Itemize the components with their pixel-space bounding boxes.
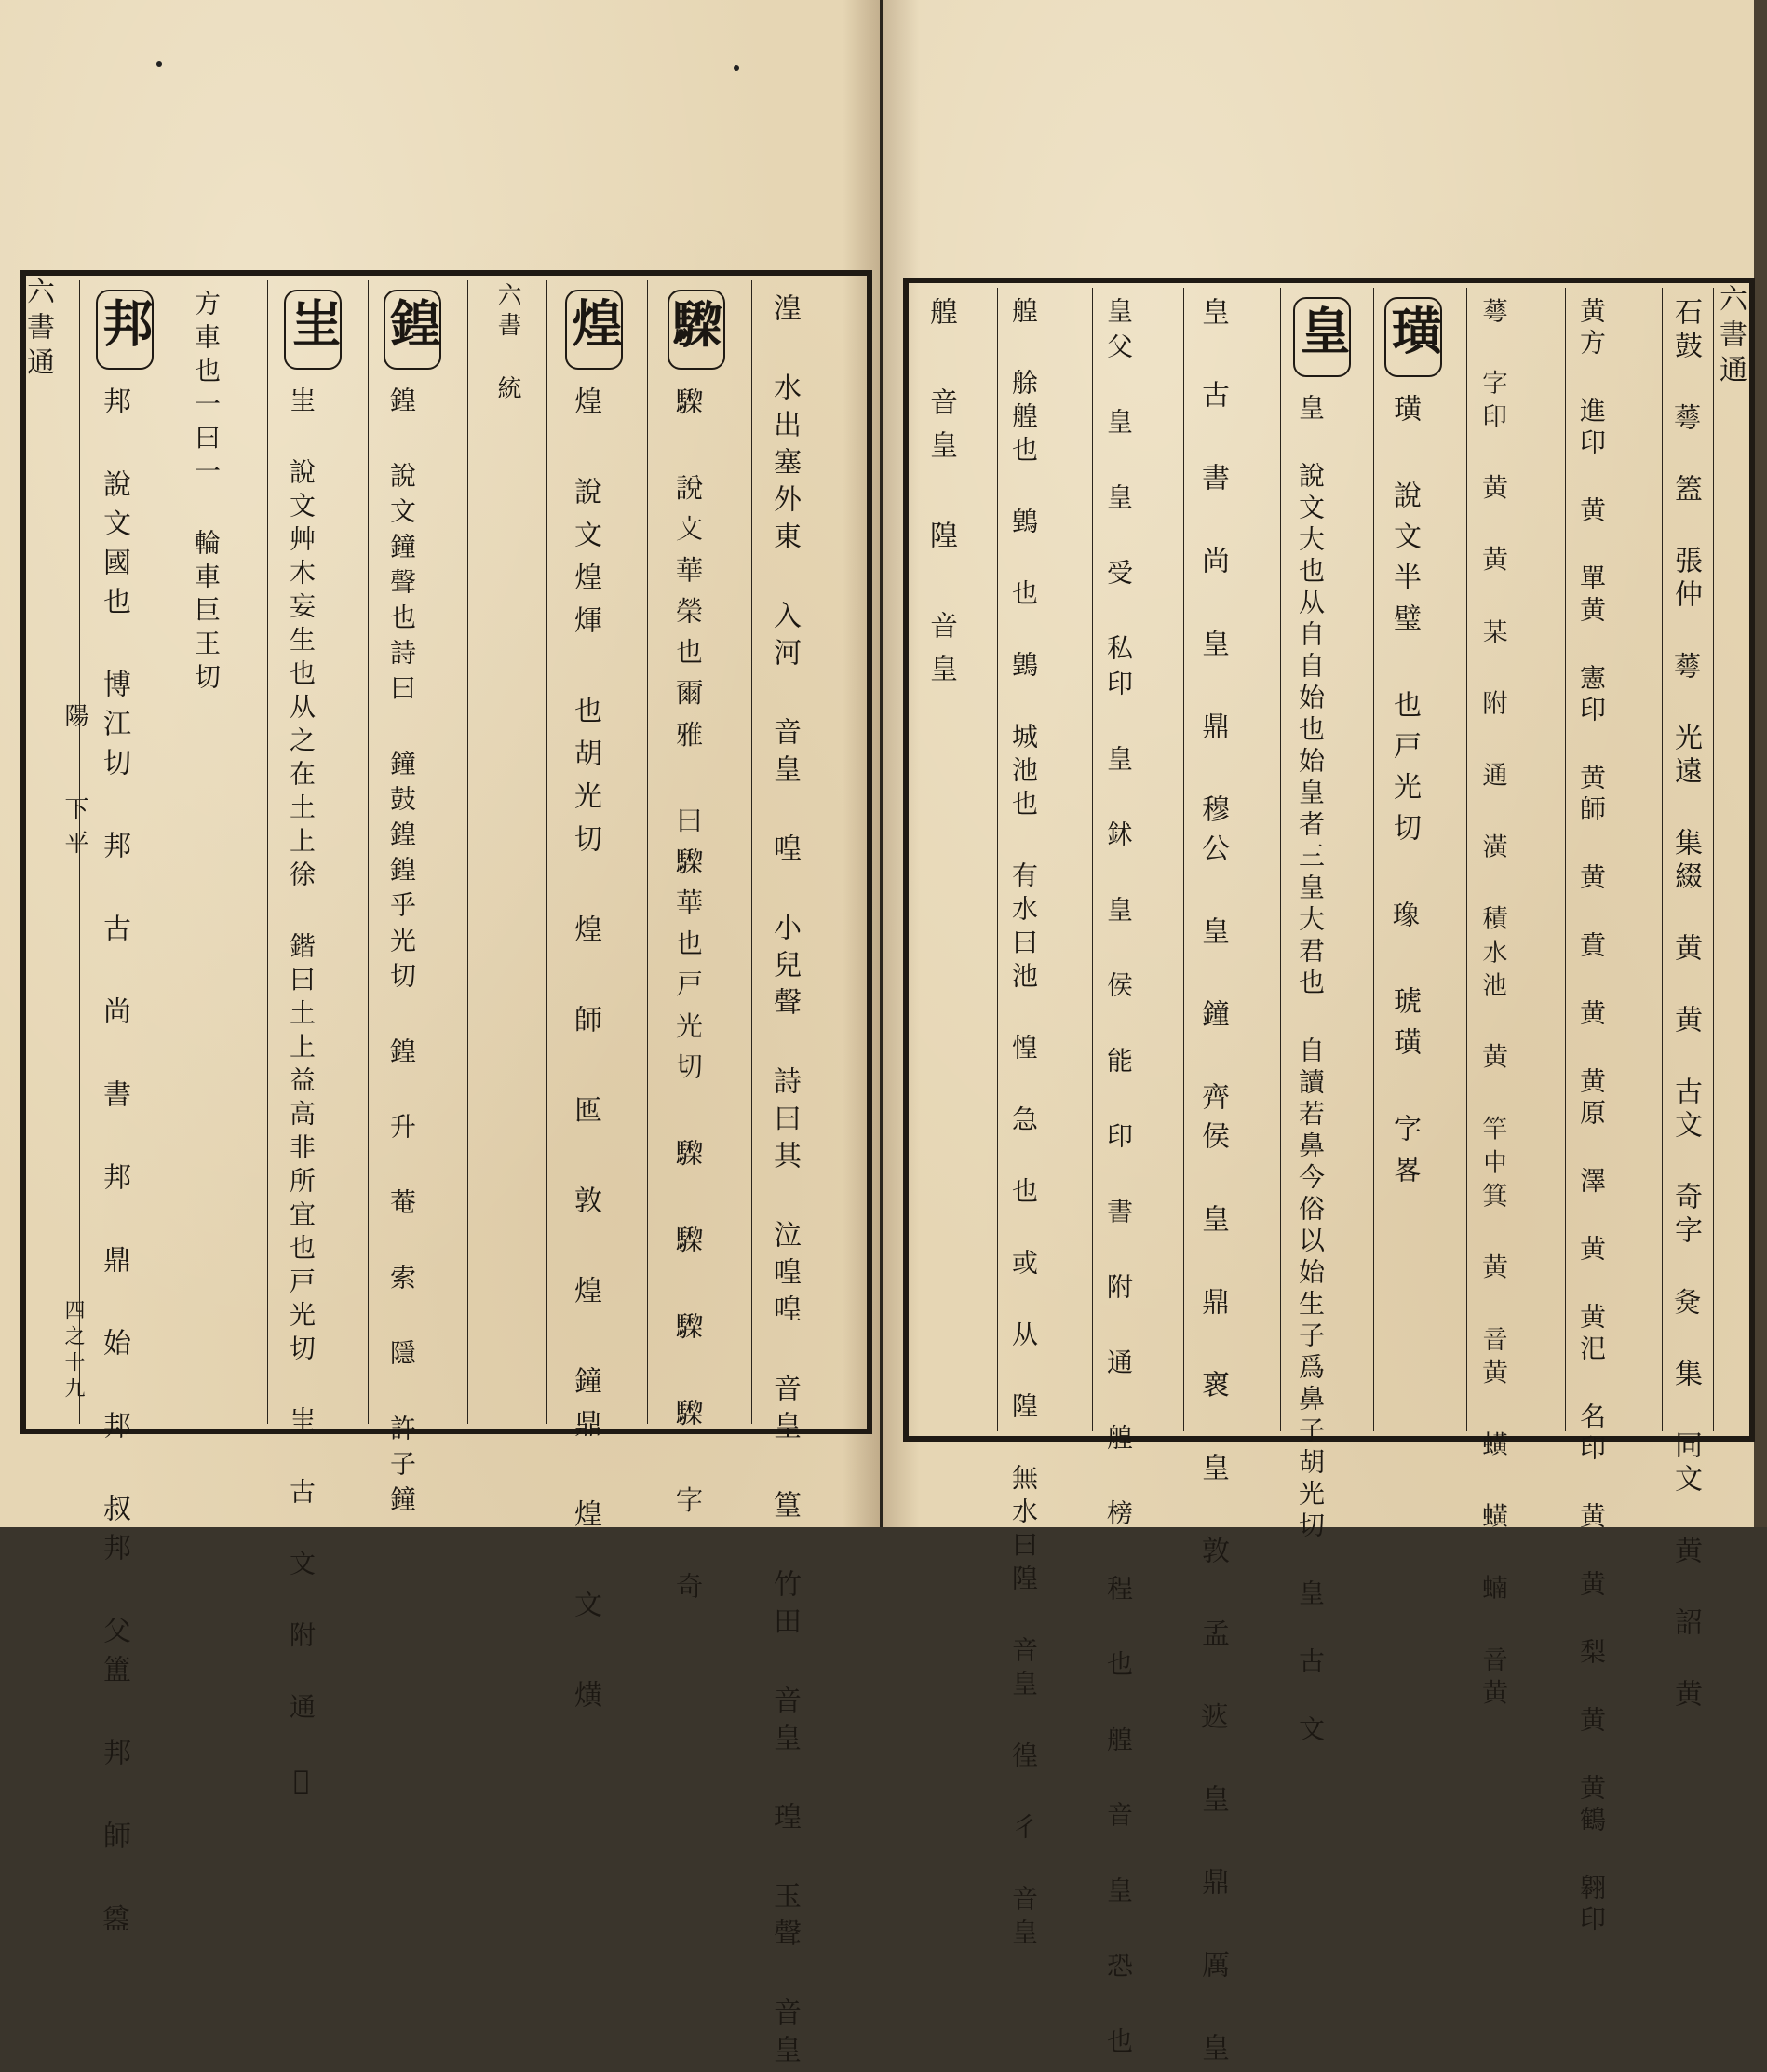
right-column-7: 皇父 皇 皇 受 私印 皇 鉥 皇 侯 能 印 書 附 通 艎 榜 程 也 艎 音 皇 恐 也	[1103, 297, 1134, 2063]
left-column-7: 邦 說文國也 博江切 邦 古 尚 書 邦 鼎 始 邦 叔邦 父簠 邦 師 𥂴	[98, 386, 130, 1943]
right-column-5-head: 皇	[1293, 297, 1351, 377]
right-column-8: 艎 艅艎也 䳨 也 䳨 城池也 有水曰池 惶 急 也 或 从 隍 無水曰隍 音皇 徨 彳 音皇	[1008, 297, 1039, 1952]
left-margin-folio: 四之十九	[61, 1299, 85, 1403]
page-edge	[1754, 0, 1767, 1527]
right-column-5: 皇 說文大也从自自始也始皇者三皇大君也 自讀若鼻今俗以始生子爲鼻子胡光切 皇 古 文	[1295, 394, 1326, 1747]
left-page-frame	[20, 270, 872, 2072]
left-column-7-head: 邦	[96, 290, 154, 370]
left-column-5: 㞷 說文艸木妄生也从之在土上徐 鍇曰土上益高非所宜也戸光切 㞷 古 文 附 通 𨌊	[286, 386, 317, 1803]
book-spine	[880, 0, 883, 1527]
right-column-3: 𦾓 字印 黄 黄 某 附 通 潢 積水池 黄 竿中箕 黄 音黄 蟥 蟥 蝻 音黄	[1479, 297, 1510, 1713]
left-column-5-head: 㞷	[284, 290, 342, 370]
right-column-2: 黄方 進印 黄 單黄 憲印 黄師 黄 賁 黄 黄原 澤 黄 黄汜 名印 黄 黄 梨 黄 黄鶴 翱印	[1576, 297, 1607, 1937]
left-margin-title: 六書通	[21, 277, 54, 383]
binding-hole-dot	[734, 65, 739, 71]
left-column-2-head: 𩦅	[668, 290, 725, 370]
left-column-4: 鍠 說文鐘聲也詩曰 鐘鼓鍠鍠乎光切 鍠 升 菴 索 隱 許子鐘	[386, 386, 417, 1521]
right-column-9: 艎 音皇 隍 音皇	[924, 297, 957, 697]
left-column-6: 方車也一曰一 輪車巨王切	[191, 290, 222, 697]
right-page-frame	[903, 278, 1755, 2072]
right-column-1: 石鼓 𦾓 篕 張仲 𦾓 光遠 集綴 黄 黄 古文 奇字 𡕛 集 同文 黄 詔 黄	[1669, 297, 1702, 1713]
right-column-4-head: 璜	[1384, 297, 1442, 377]
left-column-3-head: 煌	[565, 290, 623, 370]
binding-hole-dot	[156, 61, 162, 67]
left-margin-subsection: 下平	[61, 796, 88, 863]
left-column-1: 湟 水出塞外東 入河 音皇 喤 小兒聲 詩曰其 泣喤喤 音皇 篁 竹田 音皇 瑝 玉聲 音皇	[768, 293, 801, 2072]
left-center-strip: 六書 統	[493, 282, 521, 405]
left-column-2: 𩦅 說文華榮也爾雅 曰𩦅華也戸光切 𩦅 𩦅 𩦅 𩦅 字 奇	[671, 386, 704, 1612]
left-column-3: 煌 說文煌煇 也胡光切 煌 師 匜 敦 煌 鐘鼎 煌 文 熿	[569, 386, 601, 1723]
left-column-4-head: 鍠	[384, 290, 441, 370]
right-column-4: 璜 說文半璧 也戸光切 𤩪 琥璜 字畧	[1388, 394, 1421, 1196]
right-margin-title: 六書通	[1714, 284, 1747, 390]
right-column-6: 皇 古 書 尚 皇 鼎 穆公 皇 鐘 齊侯 皇 鼎 褱 皇 敦 孟 𨓩 皇 鼎 厲 皇	[1196, 297, 1229, 2072]
left-margin-section: 陽	[61, 703, 88, 737]
